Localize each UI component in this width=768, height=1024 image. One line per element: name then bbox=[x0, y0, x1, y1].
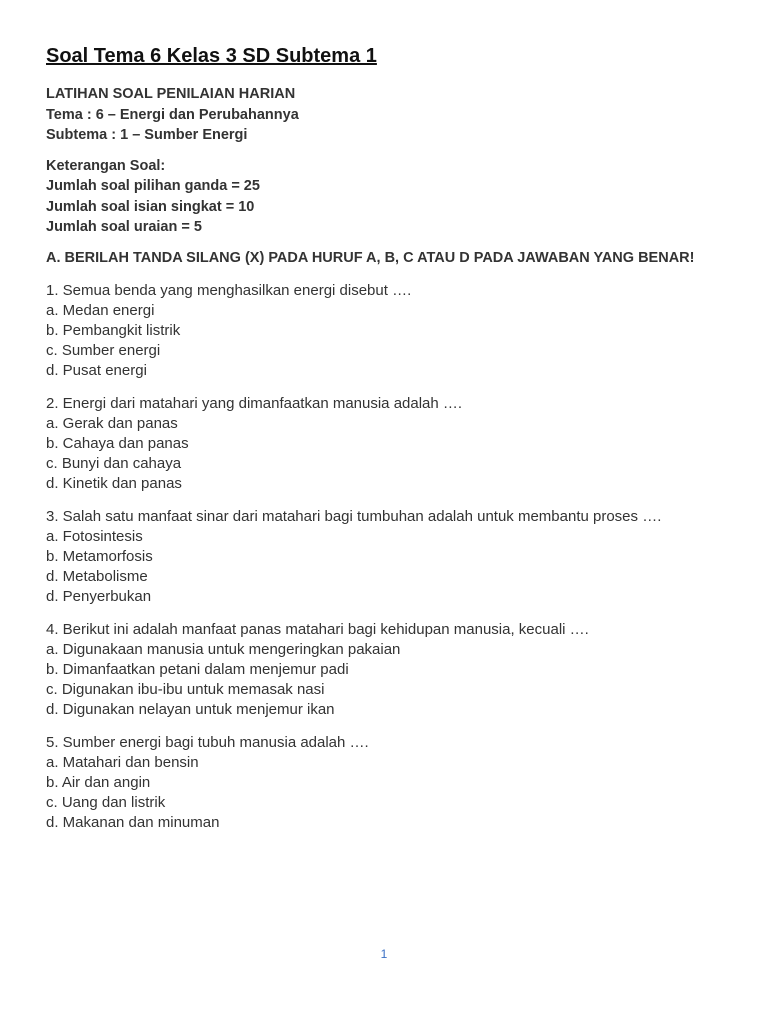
answer-option: b. Cahaya dan panas bbox=[46, 434, 189, 452]
question-item bbox=[46, 394, 728, 494]
question-item bbox=[46, 733, 728, 833]
answer-option: c. Uang dan listrik bbox=[46, 793, 166, 811]
answer-option: c. Digunakan ibu-ibu untuk memasak nasi bbox=[46, 680, 325, 698]
answer-option: d. Kinetik dan panas bbox=[46, 474, 182, 492]
answer-option: d. Penyerbukan bbox=[46, 587, 152, 605]
info-block bbox=[46, 156, 728, 238]
answer-option: b. Metamorfosis bbox=[46, 547, 153, 565]
question-text: 2. Energi dari matahari yang dimanfaatkan manusia adalah …. bbox=[46, 394, 463, 412]
question-text: 1. Semua benda yang menghasilkan energi disebut …. bbox=[46, 281, 412, 299]
answer-option: d. Makanan dan minuman bbox=[46, 813, 220, 831]
answer-option: a. Digunakaan manusia untuk mengeringkan pakaian bbox=[46, 640, 401, 658]
answer-option: d. Digunakan nelayan untuk menjemur ikan bbox=[46, 700, 335, 718]
header-block bbox=[46, 84, 728, 146]
document-title: Soal Tema 6 Kelas 3 SD Subtema 1 bbox=[46, 45, 377, 67]
answer-option: d. Metabolisme bbox=[46, 567, 148, 585]
answer-option: b. Dimanfaatkan petani dalam menjemur padi bbox=[46, 660, 349, 678]
question-text: 3. Salah satu manfaat sinar dari matahari bagi tumbuhan adalah untuk membantu proses …. bbox=[46, 507, 662, 525]
question-item bbox=[46, 620, 728, 720]
header-line: LATIHAN SOAL PENILAIAN HARIAN bbox=[46, 86, 296, 102]
answer-option: b. Air dan angin bbox=[46, 773, 151, 791]
info-line: Jumlah soal isian singkat = 10 bbox=[46, 198, 255, 215]
question-text: 5. Sumber energi bagi tubuh manusia adalah …. bbox=[46, 733, 369, 751]
question-text: 4. Berikut ini adalah manfaat panas matahari bagi kehidupan manusia, kecuali …. bbox=[46, 620, 589, 638]
answer-option: b. Pembangkit listrik bbox=[46, 321, 181, 339]
answer-option: d. Pusat energi bbox=[46, 361, 147, 379]
header-line: Subtema : 1 – Sumber Energi bbox=[46, 127, 248, 143]
info-line: Keterangan Soal: bbox=[46, 157, 166, 174]
page-number: 1 bbox=[380, 947, 388, 961]
info-line: Jumlah soal uraian = 5 bbox=[46, 219, 202, 235]
section-heading: A. BERILAH TANDA SILANG (X) PADA HURUF A, B, C ATAU D PADA JAWABAN YANG BENAR! bbox=[46, 249, 695, 266]
info-line: Jumlah soal pilihan ganda = 25 bbox=[46, 178, 260, 194]
answer-option: a. Gerak dan panas bbox=[46, 414, 178, 432]
header-line: Tema : 6 – Energi dan Perubahannya bbox=[46, 106, 299, 123]
answer-option: c. Sumber energi bbox=[46, 341, 161, 359]
answer-option: c. Bunyi dan cahaya bbox=[46, 454, 182, 472]
question-item bbox=[46, 507, 728, 607]
answer-option: a. Medan energi bbox=[46, 301, 155, 319]
answer-option: a. Fotosintesis bbox=[46, 527, 143, 545]
question-item bbox=[46, 281, 728, 381]
answer-option: a. Matahari dan bensin bbox=[46, 753, 199, 771]
